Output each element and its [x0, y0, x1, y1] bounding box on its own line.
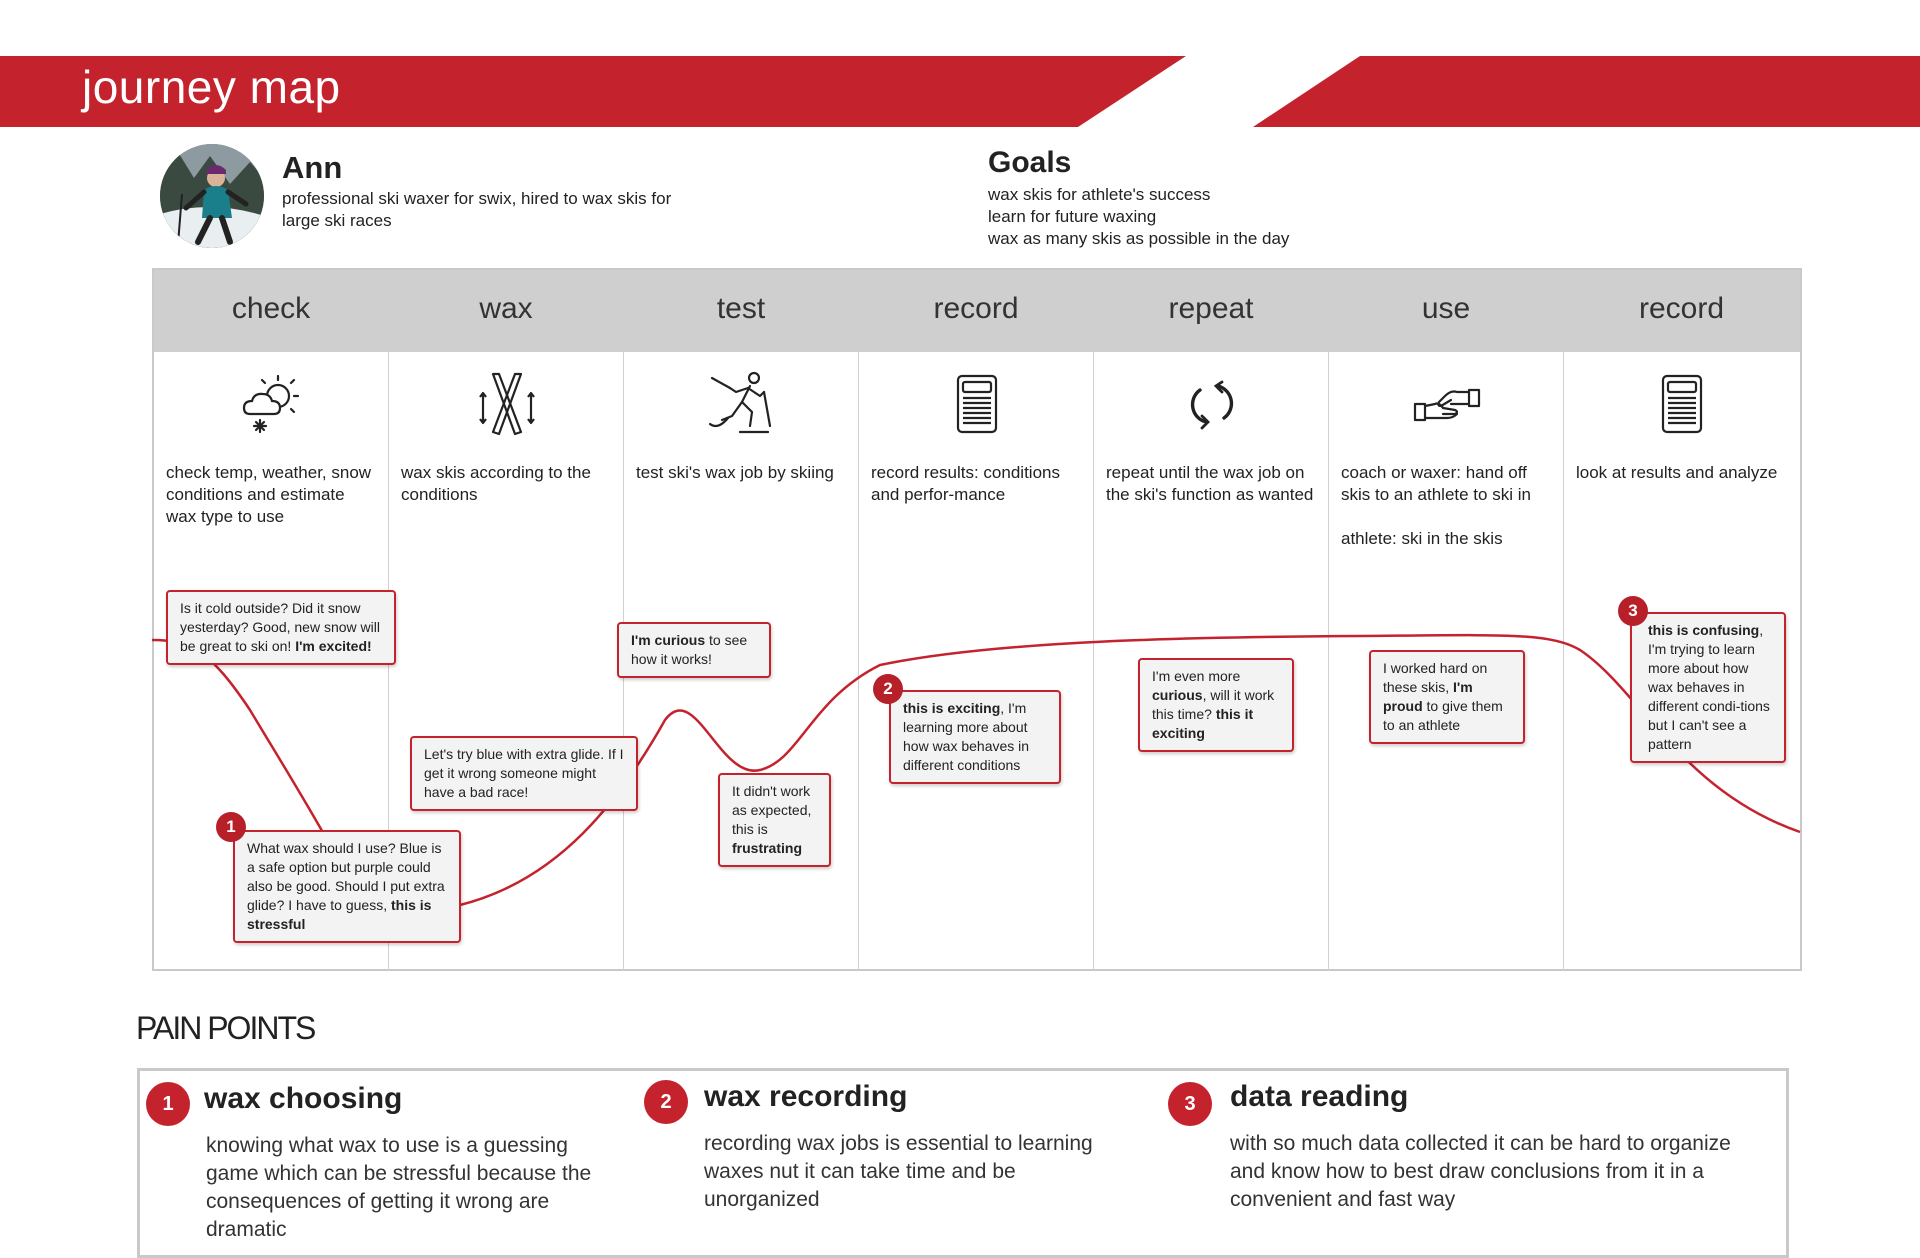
- goals-title: Goals: [988, 146, 1072, 179]
- emotion-bubble: [166, 590, 396, 665]
- stage-column-use: [1329, 270, 1564, 971]
- emotion-text: I'm even more: [1152, 668, 1241, 684]
- emotion-text: , will it work this time?: [1152, 687, 1275, 722]
- emotion-text: , I'm trying to learn more about how wax behaves in different condi-tions but I can't see a pattern: [1648, 622, 1770, 752]
- stage-description: wax skis according to the conditions: [401, 463, 591, 504]
- stage-description: look at results and analyze: [1576, 463, 1778, 482]
- goal-item: learn for future waxing: [988, 207, 1157, 226]
- pain-point-text: recording wax jobs is essential to learning waxes nut it can take time and be unorganized: [704, 1132, 1093, 1211]
- pain-point-badge: 2: [873, 674, 903, 704]
- emotion-text: It didn't work as expected, this is: [732, 783, 812, 837]
- pain-point-number: 3: [1168, 1082, 1212, 1126]
- emotion-bubble: [617, 622, 771, 678]
- stage-description: coach or waxer: hand off skis to an athlete to ski in athlete: ski in the skis: [1341, 463, 1531, 548]
- persona-name: Ann: [282, 150, 343, 185]
- pain-point-heading: wax choosing: [204, 1082, 403, 1115]
- emotion-text: What wax should I use? Blue is a safe option but purple could also be good. Should I put extra glide? I have to guess,: [247, 840, 445, 913]
- handoff-icon: [1411, 368, 1483, 440]
- pain-point-heading: wax recording: [704, 1080, 908, 1113]
- pain-point-text: knowing what wax to use is a guessing game which can be stressful because the consequences of getting it wrong are dramatic: [206, 1134, 592, 1241]
- stage-description: record results: conditions and perfor-mance: [871, 463, 1060, 504]
- skis-icon: [471, 368, 543, 440]
- stage-title: use: [1421, 292, 1471, 325]
- stage-title: record: [1638, 292, 1725, 325]
- stage-title: repeat: [1168, 292, 1254, 325]
- pain-point-badge: 3: [1618, 596, 1648, 626]
- goal-item: wax skis for athlete's success: [988, 185, 1211, 204]
- emotion-highlight: I'm curious: [631, 632, 706, 648]
- goals-list: [988, 184, 1289, 250]
- goal-item: wax as many skis as possible in the day: [988, 229, 1290, 248]
- weather-icon: [236, 368, 308, 440]
- emotion-highlight: I'm excited!: [295, 638, 372, 654]
- emotion-text: Let's try blue with extra glide. If I get it wrong someone might have a bad race!: [424, 746, 624, 800]
- emotion-text: to see how it works!: [631, 632, 748, 667]
- emotion-highlight: I'm proud: [1383, 679, 1473, 714]
- emotion-bubble: [233, 830, 461, 943]
- emotion-text: I worked hard on these skis,: [1383, 660, 1488, 695]
- stage-column-repeat: [1094, 270, 1329, 971]
- stage-column-record: [859, 270, 1094, 971]
- emotion-highlight: curious: [1152, 687, 1203, 703]
- emotion-bubble: [718, 773, 831, 867]
- emotion-highlight: this is stressful: [247, 897, 432, 932]
- emotion-text: to give them to an athlete: [1383, 698, 1503, 733]
- notepad-icon: [941, 368, 1013, 440]
- stage-title: wax: [479, 292, 533, 325]
- skier-icon: [706, 368, 778, 440]
- pain-point-badge: 1: [216, 812, 246, 842]
- repeat-icon: [1176, 368, 1248, 440]
- stage-description: repeat until the wax job on the ski's function as wanted: [1106, 463, 1314, 504]
- stage-description: test ski's wax job by skiing: [636, 463, 834, 482]
- emotion-text: , I'm learning more about how wax behaves in different conditions: [903, 700, 1030, 773]
- page-title: journey map: [82, 61, 341, 113]
- emotion-highlight: this is exciting: [903, 700, 1001, 716]
- emotion-bubble: [1138, 658, 1294, 752]
- pain-points-title: PAIN POINTS: [136, 1010, 315, 1046]
- emotion-bubble: [889, 690, 1061, 784]
- persona-description: professional ski waxer for swix, hired to wax skis for large ski races: [282, 189, 672, 230]
- emotion-highlight: frustrating: [732, 840, 802, 856]
- emotion-bubble: [1369, 650, 1525, 744]
- stage-title: check: [231, 292, 311, 325]
- stage-title: test: [716, 292, 766, 325]
- emotion-bubble: [410, 736, 638, 811]
- emotion-text: Is it cold outside? Did it snow yesterday? Good, new snow will be great to ski on!: [180, 600, 380, 654]
- notepad-icon: [1646, 368, 1718, 440]
- emotion-highlight: this is confusing: [1648, 622, 1760, 638]
- emotion-bubble: [1630, 612, 1786, 763]
- stage-title: record: [933, 292, 1019, 325]
- pain-point-number: 1: [146, 1082, 190, 1126]
- pain-point-number: 2: [644, 1080, 688, 1124]
- avatar: [160, 144, 264, 248]
- emotion-highlight: this it exciting: [1152, 706, 1254, 741]
- pain-point-heading: data reading: [1230, 1080, 1409, 1113]
- pain-point-text: with so much data collected it can be hard to organize and know how to best draw conclusions from it in a convenient and fast way: [1230, 1132, 1731, 1211]
- stage-description: check temp, weather, snow conditions and estimate wax type to use: [166, 463, 372, 526]
